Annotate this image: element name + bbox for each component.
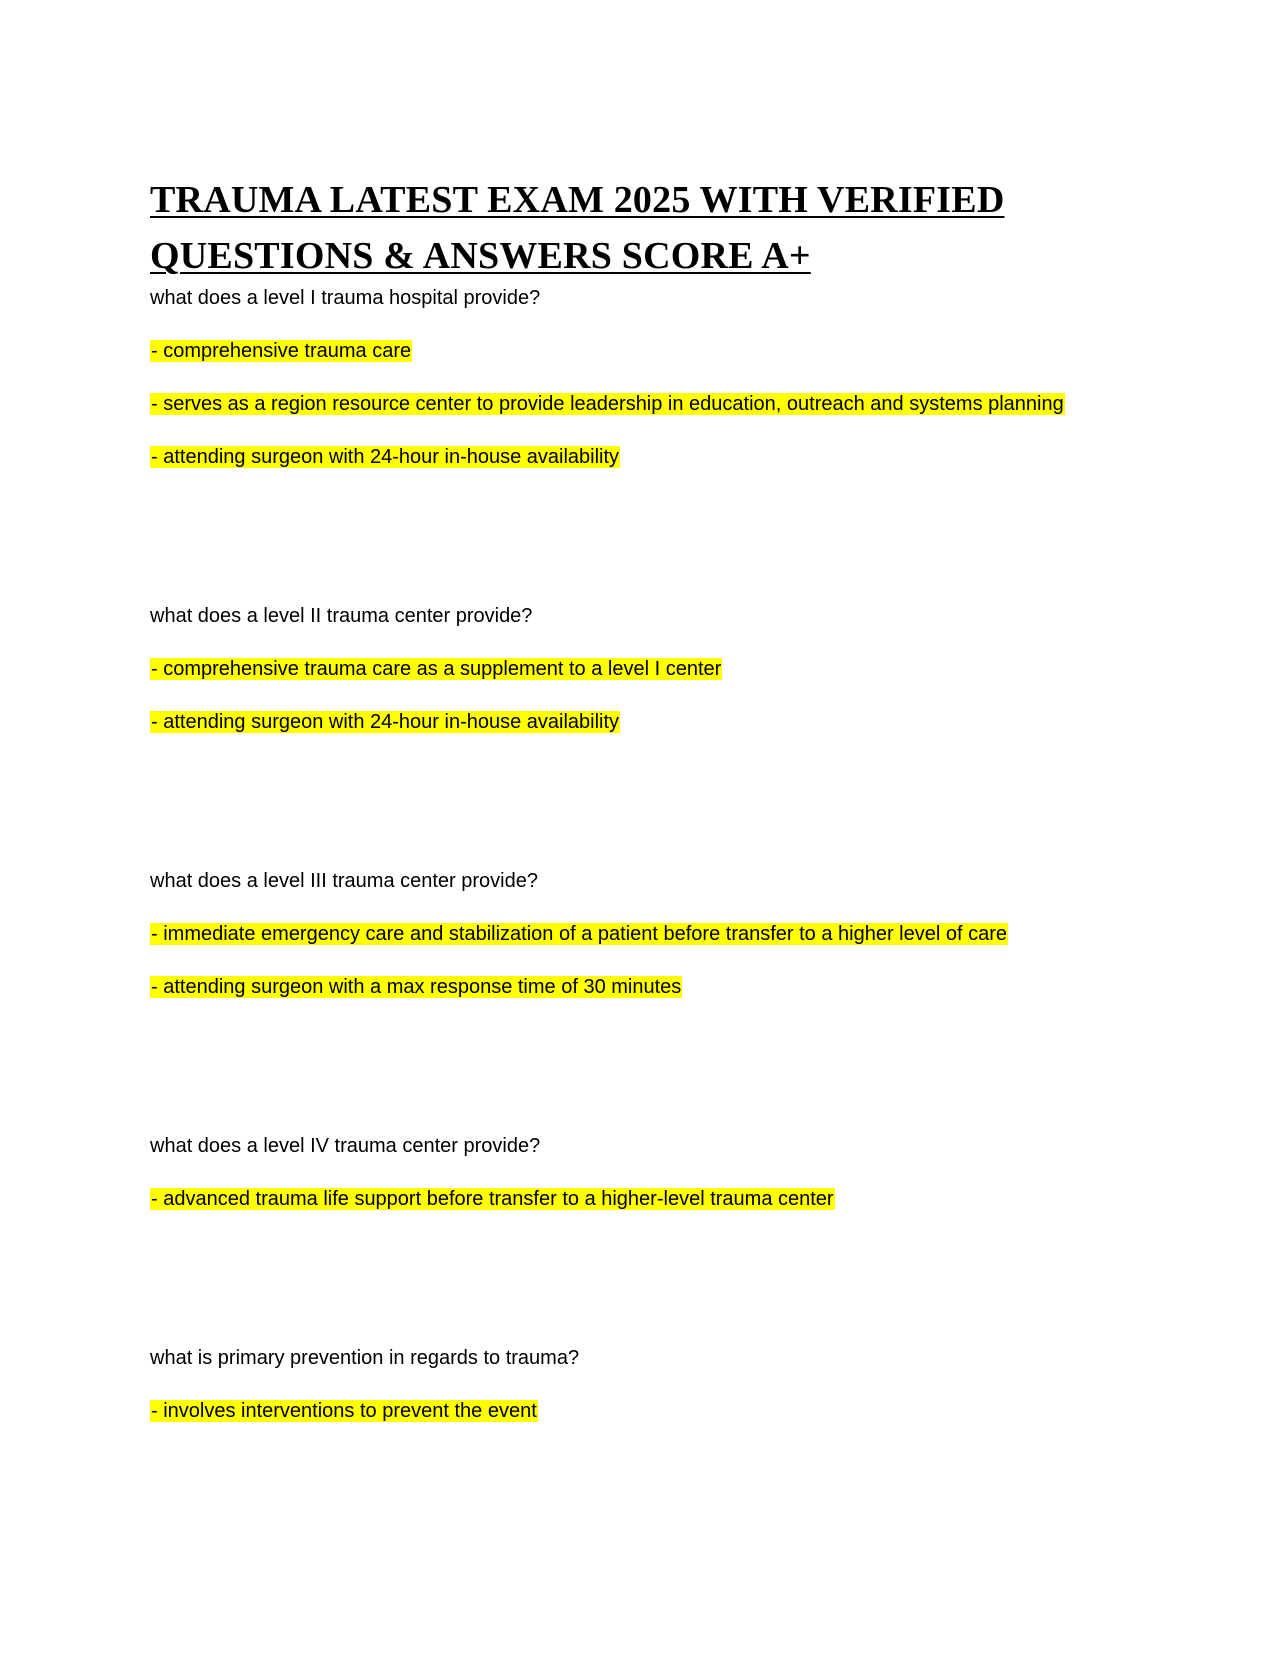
document-title: [150, 172, 1150, 284]
document-content: [150, 172, 1150, 1425]
answer-line: [150, 655, 1150, 683]
highlighted-answer: - advanced trauma life support before transfer to a higher-level trauma center: [151, 1188, 834, 1210]
qa-item: [150, 1132, 1150, 1213]
question-text: what does a level III trauma center provide?: [150, 870, 538, 892]
qa-item: [150, 867, 1150, 1001]
answer-line: [150, 1185, 1150, 1213]
title-line-1: TRAUMA LATEST EXAM 2025 WITH VERIFIED: [150, 179, 1005, 221]
highlighted-answer: - comprehensive trauma care as a supplement to a level I center: [151, 658, 722, 680]
highlighted-answer: - immediate emergency care and stabilization of a patient before transfer to a higher level of care: [151, 923, 1008, 945]
highlighted-answer: - attending surgeon with 24-hour in-house availability: [151, 446, 620, 468]
highlighted-answer: - involves interventions to prevent the event: [151, 1400, 537, 1422]
question-text: what does a level I trauma hospital provide?: [150, 287, 541, 309]
question-text: what does a level II trauma center provide?: [150, 605, 533, 627]
highlighted-answer: - attending surgeon with 24-hour in-house availability: [151, 711, 620, 733]
qa-item: [150, 1344, 1150, 1425]
answer-line: [150, 390, 1150, 418]
question-text: what does a level IV trauma center provide?: [150, 1135, 541, 1157]
qa-list: [150, 284, 1150, 1425]
answer-line: [150, 973, 1150, 1001]
answer-line: [150, 443, 1150, 471]
answer-line: [150, 708, 1150, 736]
answer-line: [150, 337, 1150, 365]
qa-item: [150, 602, 1150, 736]
qa-item: [150, 284, 1150, 471]
highlighted-answer: - serves as a region resource center to provide leadership in education, outreach and systems planning: [151, 393, 1064, 415]
highlighted-answer: - attending surgeon with a max response time of 30 minutes: [151, 976, 682, 998]
question-text: what is primary prevention in regards to trauma?: [150, 1347, 580, 1369]
answer-line: [150, 920, 1150, 948]
answer-line: [150, 1397, 1150, 1425]
highlighted-answer: - comprehensive trauma care: [151, 340, 412, 362]
title-line-2: QUESTIONS & ANSWERS SCORE A+: [150, 235, 811, 277]
